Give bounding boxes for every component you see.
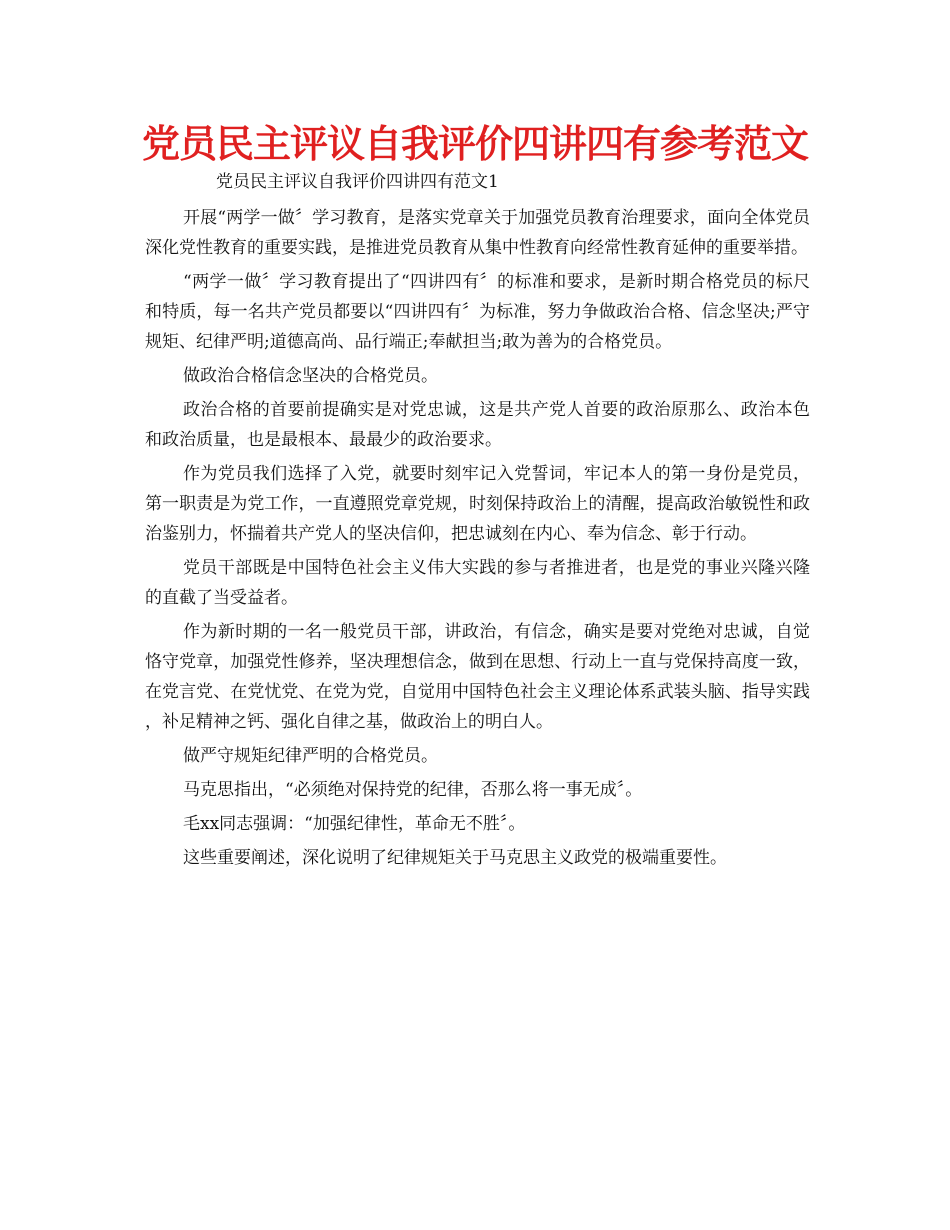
paragraph: 这些重要阐述，深化说明了纪律规矩关于马克思主义政党的极端重要性。 <box>183 848 727 868</box>
document-body <box>145 203 810 877</box>
paragraph: 马克思指出，“必须绝对保持党的纪律，否那么将一事无成〞。 <box>183 780 643 800</box>
paragraph: 做严守规矩纪律严明的合格党员。 <box>183 746 438 766</box>
paragraph: 作为党员我们选择了入党，就要时刻牢记入党誓词，牢记本人的第一身份是党员，第一职责是为党工作，一直遵照党章党规，时刻保持政治上的清醒，提高政治敏锐性和政治鉴别力，怀揣着共产党人的坚决信仰，把忠诚刻在内心、奉为信念、彰于行动。 <box>145 464 810 544</box>
paragraph: “两学一做〞学习教育提出了“四讲四有〞的标准和要求，是新时期合格党员的标尺和特质，每一名共产党员都要以“四讲四有〞为标准，努力争做政治合格、信念坚决;严守规矩、纪律严明;道德高尚、品行端正;奉献担当;敢为善为的合格党员。 <box>145 272 810 352</box>
paragraph: 开展“两学一做〞学习教育，是落实党章关于加强党员教育治理要求，面向全体党员深化党性教育的重要实践，是推进党员教育从集中性教育向经常性教育延伸的重要举措。 <box>145 208 810 258</box>
document-subtitle: 党员民主评议自我评价四讲四有范文1 <box>216 172 499 192</box>
paragraph: 政治合格的首要前提确实是对党忠诚，这是共产党人首要的政治原那么、政治本色和政治质量，也是最根本、最最少的政治要求。 <box>145 400 810 450</box>
paragraph: 党员干部既是中国特色社会主义伟大实践的参与者推进者，也是党的事业兴隆兴隆的直截了当受益者。 <box>145 558 810 608</box>
document-title: 党员民主评议自我评价四讲四有参考范文 <box>141 122 808 166</box>
paragraph: 毛xx同志强调：“加强纪律性，革命无不胜〞。 <box>183 814 526 834</box>
paragraph: 做政治合格信念坚决的合格党员。 <box>183 366 438 386</box>
paragraph: 作为新时期的一名一般党员干部，讲政治，有信念，确实是要对党绝对忠诚，自觉恪守党章，加强党性修养，坚决理想信念，做到在思想、行动上一直与党保持高度一致，在党言党、在党忧党、在党为党，自觉用中国特色社会主义理论体系武装头脑、指导实践，补足精神之钙、强化自律之基，做政治上的明白人。 <box>145 622 810 732</box>
